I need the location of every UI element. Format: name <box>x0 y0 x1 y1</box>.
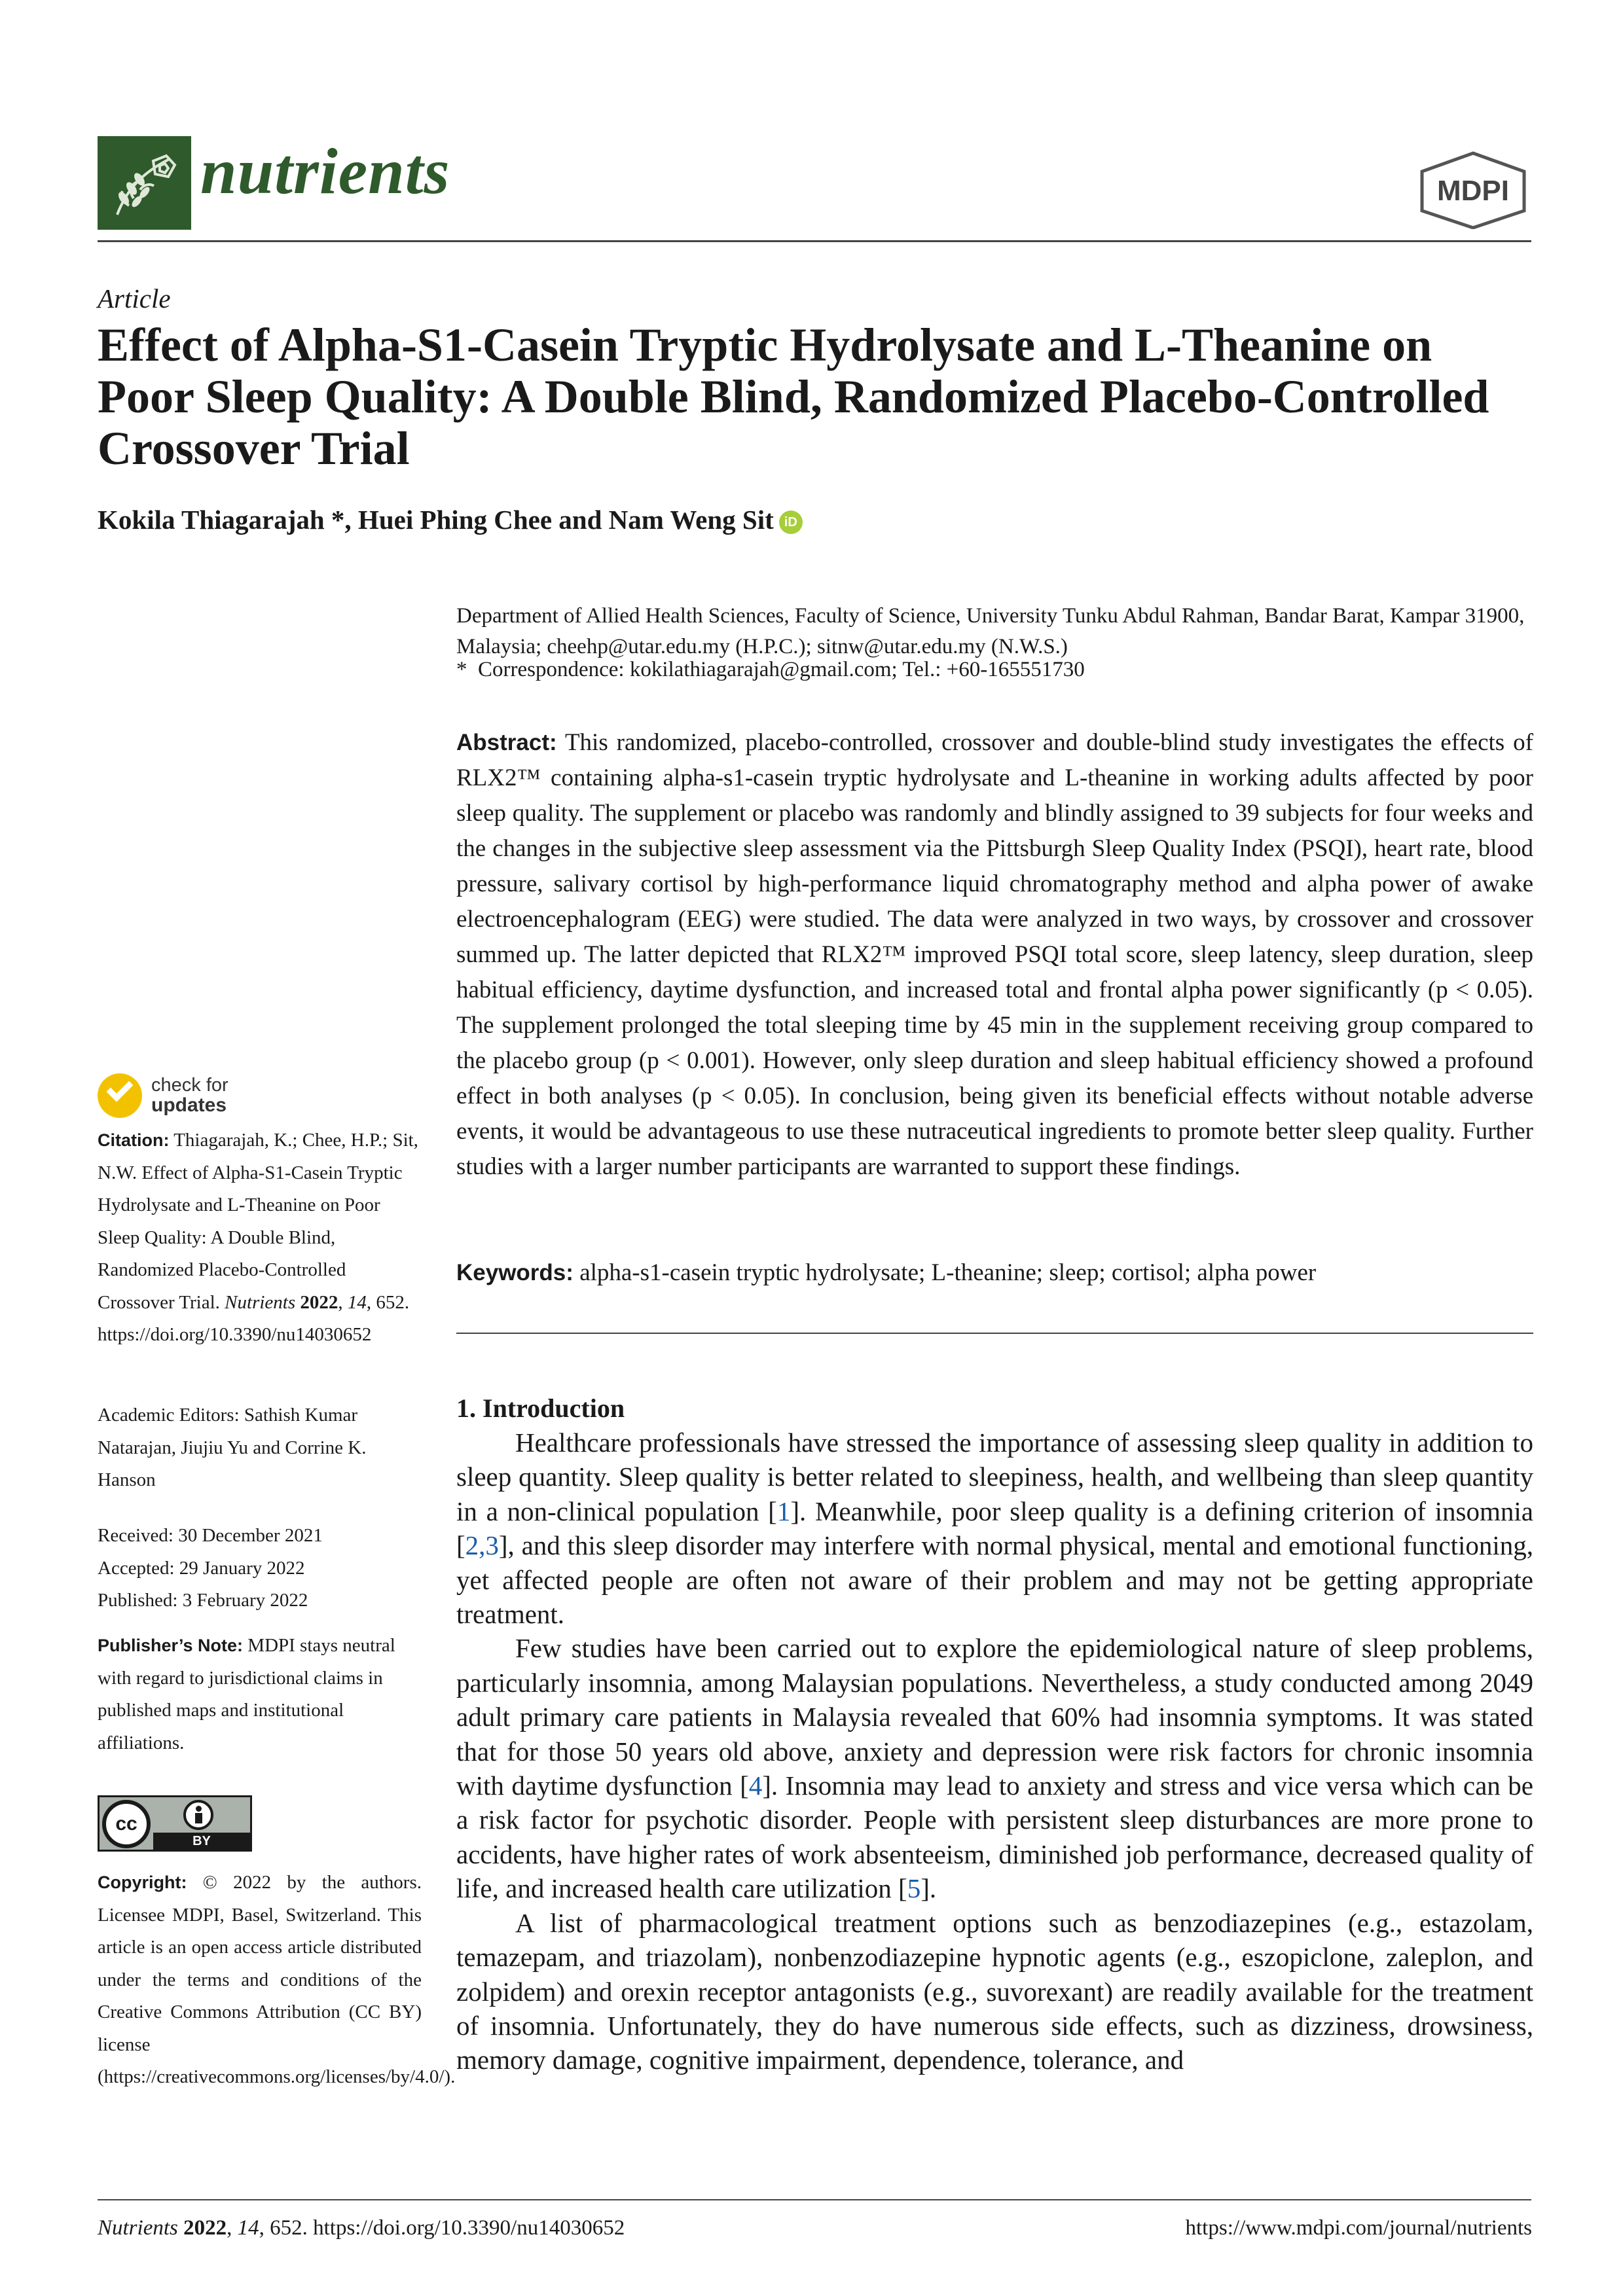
footer-citation: Nutrients 2022, 14, 652. https://doi.org/10.3390/nu14030652 <box>98 2216 625 2240</box>
abstract-text: This randomized, placebo-controlled, crossover and double-blind study investigates the effects of RLX2™ containing alpha-s1-casein tryptic hydrolysate and L-theanine in working adults affected by poor sleep quality. The supplement or placebo was randomly and blindly assigned to 39 subjects for four weeks and the changes in the subjective sleep assessment via the Pittsburgh Sleep Quality Index (PSQI), heart rate, blood pressure, salivary cortisol by high-performance liquid chromatography method and alpha power of awake electroencephalogram (EEG) were studied. The data were analyzed in two ways, by crossover and crossover summed up. The latter depicted that RLX2™ improved PSQI total score, sleep latency, sleep duration, sleep habitual efficiency, daytime dysfunction, and increased total and frontal alpha power significantly (p < 0.05). The supplement prolonged the total sleeping time by 45 min in the supplement receiving group compared to the placebo group (p < 0.001). However, only sleep duration and sleep habitual efficiency showed a profound effect in both analyses (p < 0.05). In conclusion, being given its beneficial effects without notable adverse events, it would be advantageous to use these nutraceutical ingredients to promote better sleep quality. Further studies with a larger number participants are warranted to support these findings. <box>456 729 1533 1180</box>
citation-block: Citation: Thiagarajah, K.; Chee, H.P.; Sit, N.W. Effect of Alpha-S1-Casein Tryptic Hydrolysate and L-Theanine on Poor Sleep Quality: A Double Blind, Randomized Placebo-Controlled Crossover Trial. Nutrients 2022, 14, 652. https://doi.org/10.3390/nu14030652 <box>98 1130 418 1345</box>
check-updates-label-bold: updates <box>151 1094 227 1116</box>
footer-year: 2022 <box>183 2216 227 2240</box>
mdpi-logo-icon <box>1414 151 1532 229</box>
received-date: Received: 30 December 2021 <box>98 1525 323 1546</box>
check-updates-label: check for <box>151 1075 228 1096</box>
citation-year: 2022 <box>300 1291 338 1313</box>
paragraph: A list of pharmacological treatment options such as benzodiazepines (e.g., estazolam, temazepam, and triazolam), nonbenzodiazepine hypnotic agents (e.g., eszopiclone, zaleplon, and zolpidem) and orexin receptor antagonists (e.g., suvorexant) are readily available for the treatment of insomnia. Unfortunately, they do have numerous side effects, such as dizziness, drowsiness, memory damage, cognitive impairment, dependence, tolerance, and <box>456 1907 1533 2075</box>
copyright <box>98 1867 456 2094</box>
copyright-text: © 2022 by the authors. Licensee MDPI, Basel, Switzerland. This article is an open access article distributed under the terms and conditions of the Creative Commons Attribution (CC BY) license (https://creativecommons.org/licenses/by/4.0/). <box>98 1872 456 2087</box>
mdpi-logo-text: MDPI <box>1437 175 1509 207</box>
paragraph <box>456 1426 1533 1631</box>
citation-text: Thiagarajah, K.; Chee, H.P.; Sit, N.W. Effect of Alpha-S1-Casein Tryptic Hydrolysate and L-Theanine on Poor Sleep Quality: A Double Blind, Randomized Placebo-Controlled Crossover Trial. <box>98 1130 418 1313</box>
footer-doi[interactable]: 652. https://doi.org/10.3390/nu14030652 <box>270 2216 625 2240</box>
keywords-label: Keywords: <box>456 1260 574 1285</box>
academic-editors: Academic Editors: Sathish Kumar Natarajan, Jiujiu Yu and Corrine K. Hanson <box>98 1405 367 1490</box>
correspondence-text: Correspondence: kokilathiagarajah@gmail.com; Tel.: +60-165551730 <box>478 658 1085 681</box>
footer-journal: Nutrients <box>98 2216 178 2240</box>
publisher-note <box>98 1630 422 1759</box>
paragraph-text: ]. <box>921 1873 937 1904</box>
paragraph-text: ]. Meanwhile, poor sleep quality is a defining criterion of insomnia [ <box>456 1496 1533 1561</box>
journal-name: nutrients <box>200 135 450 207</box>
citation-label: Citation: <box>98 1130 170 1150</box>
paragraph-text: ]. Insomnia may lead to anxiety and stress and vice versa which can be a risk factor for psychotic disorder. People with persistent sleep disturbances are more prone to accidents, have higher rates of work absenteeism, diminished job performance, decreased quality of life, and increased health care utilization [ <box>456 1770 1534 1904</box>
cc-icon: cc <box>102 1800 151 1848</box>
abstract <box>456 725 1533 1185</box>
orcid-icon[interactable]: iD <box>779 511 803 534</box>
keywords-text: alpha-s1-casein tryptic hydrolysate; L-theanine; sleep; cortisol; alpha power <box>579 1259 1317 1286</box>
paragraph-text: Few studies have been carried out to explore the epidemiological nature of sleep problems, particularly insomnia, among Malaysian populations. Nevertheless, a study conducted among 2049 adult primary care patients in Malaysia revealed that 60% had insomnia symptoms. It was stated that for those 50 years old above, anxiety and depression were risk factors for chronic insomnia with daytime dysfunction [ <box>456 1633 1533 1801</box>
author-list <box>98 504 803 535</box>
authors-text: Kokila Thiagarajah *, Huei Phing Chee and Nam Weng Sit <box>98 505 774 535</box>
citation-volume: 14 <box>347 1291 367 1313</box>
keywords <box>456 1255 1533 1291</box>
section-heading: 1. Introduction <box>456 1393 625 1423</box>
published-date: Published: 3 February 2022 <box>98 1590 308 1611</box>
check-for-updates-button[interactable] <box>98 1073 248 1118</box>
publisher-note-text: MDPI stays neutral with regard to jurisdictional claims in published maps and institutional affiliations. <box>98 1635 395 1753</box>
paragraph <box>456 1631 1533 1905</box>
affiliation: Department of Allied Health Sciences, Faculty of Science, University Tunku Abdul Rahman, Bandar Barat, Kampar 31900, Malaysia; cheehp@utar.edu.my (H.P.C.); sitnw@utar.edu.my (N.W.S.) <box>456 604 1525 658</box>
paragraph-text: Healthcare professionals have stressed the importance of assessing sleep quality in addition to sleep quantity. Sleep quality is better related to sleepiness, health, and wellbeing than sleep quantity in a non-clinical population [ <box>456 1427 1533 1526</box>
abstract-divider <box>456 1333 1533 1334</box>
footer-divider <box>98 2199 1531 2200</box>
copyright-label: Copyright: <box>98 1873 187 1892</box>
citation-link[interactable]: 4 <box>748 1770 763 1801</box>
citation-link[interactable]: 2,3 <box>465 1530 499 1561</box>
attribution-person-icon <box>183 1800 213 1830</box>
article-title: Effect of Alpha-S1-Casein Tryptic Hydrolysate and L-Theanine on Poor Sleep Quality: A Double Blind, Randomized Placebo-Controlled Crossover Trial <box>98 319 1489 475</box>
citation-journal: Nutrients <box>225 1291 296 1313</box>
citation-link[interactable]: 1 <box>776 1496 791 1526</box>
header-divider <box>98 240 1531 242</box>
publisher-note-label: Publisher’s Note: <box>98 1636 244 1655</box>
correspondence-marker: * <box>456 658 467 681</box>
citation-link[interactable]: 5 <box>907 1873 921 1904</box>
paragraph-text: ], and this sleep disorder may interfere with normal physical, mental and emotional functioning, yet affected people are often not aware of their problem and may not be getting appropriate treatment. <box>456 1530 1533 1630</box>
journal-logo-icon <box>98 136 191 230</box>
accepted-date: Accepted: 29 January 2022 <box>98 1557 305 1579</box>
article-type: Article <box>98 283 171 314</box>
correspondence <box>456 655 1537 685</box>
footer-journal-url[interactable]: https://www.mdpi.com/journal/nutrients <box>1185 2216 1532 2240</box>
cc-by-license-icon[interactable] <box>98 1795 252 1852</box>
footer-volume: 14 <box>237 2216 259 2240</box>
by-label: BY <box>153 1833 250 1850</box>
publication-dates <box>98 1520 422 1617</box>
introduction-body <box>456 1426 1533 2077</box>
check-updates-icon <box>98 1073 142 1118</box>
abstract-label: Abstract: <box>456 730 557 755</box>
citation-doi[interactable]: 652. https://doi.org/10.3390/nu14030652 <box>98 1291 410 1345</box>
